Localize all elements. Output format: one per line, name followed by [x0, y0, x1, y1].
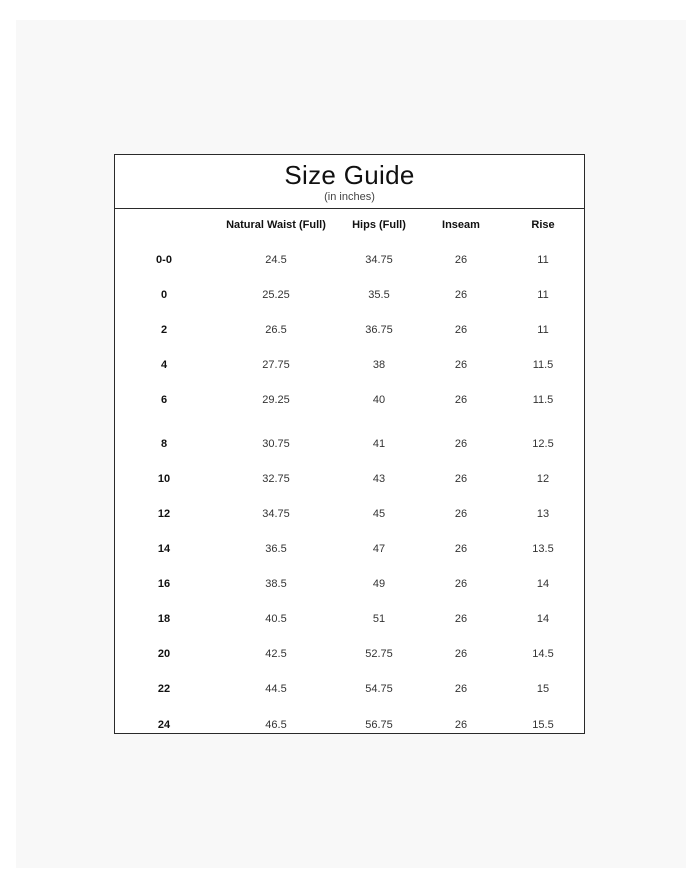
- rise-cell: 11: [537, 324, 549, 336]
- hips-cell: 54.75: [365, 683, 393, 695]
- inseam-cell: 26: [454, 359, 468, 371]
- size-cell: 0-0: [156, 254, 172, 266]
- inseam-cell: 26: [454, 254, 468, 266]
- inseam-cell: 26: [454, 613, 468, 625]
- size-cell: 16: [157, 578, 171, 590]
- waist-cell: 44.5: [265, 683, 287, 695]
- waist-cell: 25.25: [262, 289, 290, 301]
- table-row: [115, 435, 584, 453]
- size-cell: 10: [157, 473, 171, 485]
- inseam-cell: 26: [454, 578, 468, 590]
- rise-cell: 11.5: [532, 359, 554, 371]
- rise-cell: 13: [536, 508, 550, 520]
- inseam-cell: 26: [454, 543, 468, 555]
- table-row: [115, 680, 584, 698]
- waist-cell: 27.75: [262, 359, 290, 371]
- hips-cell: 51: [372, 613, 386, 625]
- table-row: [115, 610, 584, 628]
- table-row: [115, 716, 584, 734]
- inseam-cell: 26: [454, 683, 468, 695]
- waist-cell: 42.5: [265, 648, 287, 660]
- rise-cell: 14: [536, 578, 550, 590]
- hips-cell: 52.75: [365, 648, 393, 660]
- inseam-cell: 26: [454, 324, 468, 336]
- inseam-cell: 26: [454, 394, 468, 406]
- inseam-cell: 26: [454, 508, 468, 520]
- hips-cell: 49: [372, 578, 386, 590]
- inseam-cell: 26: [454, 473, 468, 485]
- size-cell: 4: [160, 359, 168, 371]
- page-title: Size Guide: [284, 160, 415, 190]
- size-cell: 6: [160, 394, 168, 406]
- table-row: [115, 505, 584, 523]
- inseam-cell: 26: [454, 438, 468, 450]
- size-cell: 2: [160, 324, 168, 336]
- size-cell: 24: [157, 719, 171, 731]
- waist-cell: 24.5: [265, 254, 287, 266]
- hips-cell: 35.5: [368, 289, 390, 301]
- size-guide-table: [114, 154, 585, 734]
- rise-cell: 11: [537, 289, 549, 301]
- hips-cell: 34.75: [365, 254, 393, 266]
- table-row: [115, 321, 584, 339]
- hips-cell: 47: [372, 543, 386, 555]
- rise-cell: 14: [536, 613, 550, 625]
- inseam-cell: 26: [454, 648, 468, 660]
- header-natural-waist: Natural Waist (Full): [226, 219, 326, 231]
- rise-cell: 13.5: [532, 543, 554, 555]
- waist-cell: 36.5: [265, 543, 287, 555]
- waist-cell: 34.75: [262, 508, 290, 520]
- waist-cell: 26.5: [265, 324, 287, 336]
- waist-cell: 40.5: [265, 613, 287, 625]
- header-inseam: Inseam: [442, 219, 480, 231]
- size-cell: 0: [160, 289, 168, 301]
- hips-cell: 43: [372, 473, 386, 485]
- table-row: [115, 356, 584, 374]
- rise-cell: 14.5: [532, 648, 554, 660]
- hips-cell: 56.75: [365, 719, 393, 731]
- rise-cell: 11.5: [532, 394, 554, 406]
- waist-cell: 29.25: [262, 394, 290, 406]
- waist-cell: 46.5: [265, 719, 287, 731]
- hips-cell: 40: [372, 394, 386, 406]
- rise-cell: 11: [537, 254, 549, 266]
- inseam-cell: 26: [454, 719, 468, 731]
- table-row: [115, 470, 584, 488]
- table-row: [115, 251, 584, 269]
- header-size: [115, 216, 213, 234]
- size-cell: 8: [160, 438, 168, 450]
- table-row: [115, 286, 584, 304]
- table-row: [115, 540, 584, 558]
- inseam-cell: 26: [454, 289, 468, 301]
- size-cell: 18: [157, 613, 171, 625]
- waist-cell: 32.75: [262, 473, 290, 485]
- units-subtitle: (in inches): [324, 191, 375, 203]
- size-cell: 12: [157, 508, 171, 520]
- rise-cell: 15: [536, 683, 550, 695]
- table-header-row: [115, 216, 584, 234]
- table-row: [115, 645, 584, 663]
- header-rise: Rise: [531, 219, 555, 231]
- size-cell: 20: [157, 648, 171, 660]
- rise-cell: 12.5: [532, 438, 554, 450]
- rise-cell: 12: [536, 473, 550, 485]
- table-row: [115, 391, 584, 409]
- hips-cell: 36.75: [365, 324, 393, 336]
- hips-cell: 38: [372, 359, 386, 371]
- size-guide-header: [115, 155, 584, 209]
- waist-cell: 30.75: [262, 438, 290, 450]
- waist-cell: 38.5: [265, 578, 287, 590]
- hips-cell: 41: [372, 438, 386, 450]
- table-row: [115, 575, 584, 593]
- size-cell: 22: [157, 683, 171, 695]
- hips-cell: 45: [372, 508, 386, 520]
- header-hips: Hips (Full): [352, 219, 406, 231]
- size-cell: 14: [157, 543, 171, 555]
- rise-cell: 15.5: [532, 719, 554, 731]
